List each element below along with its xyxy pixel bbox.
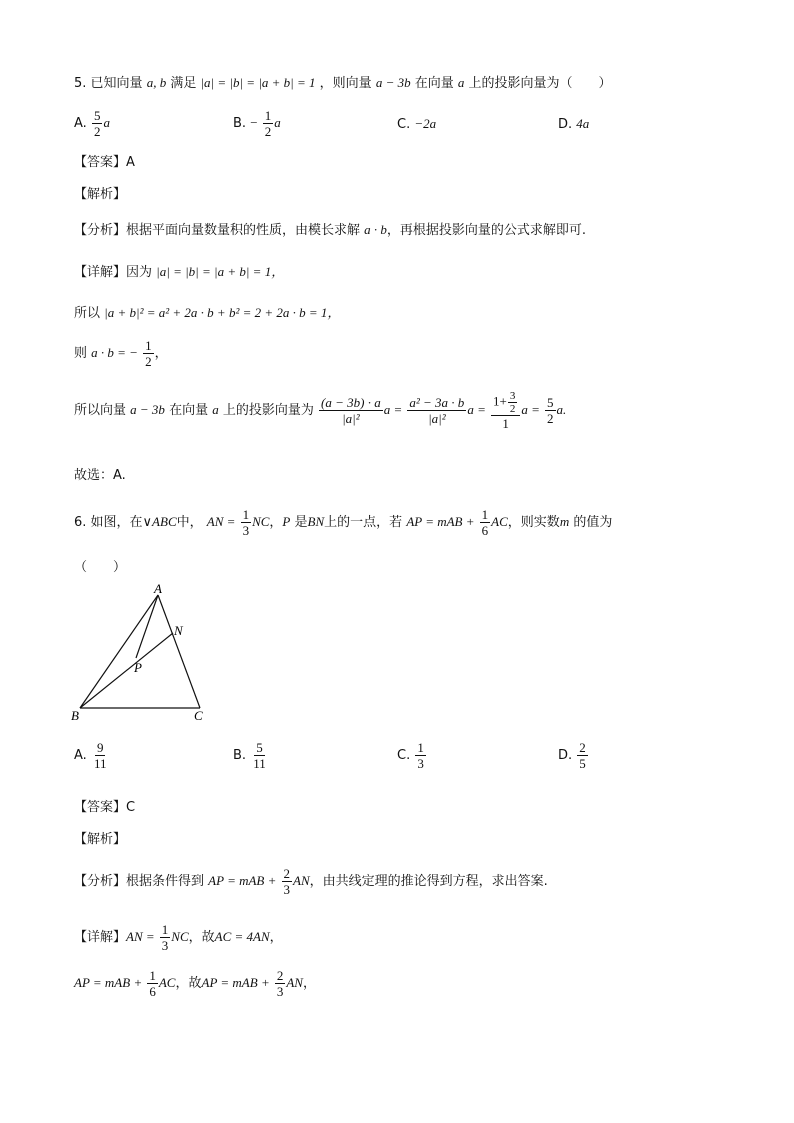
q5-stem-mid: 满足 — [170, 76, 197, 91]
q5-choose: 故选：A. — [74, 468, 126, 483]
option-label: D. — [558, 748, 573, 763]
q5-option-b[interactable]: B. − $\frac{1}{2}$ a — [233, 108, 281, 139]
option-label: A. — [74, 116, 87, 131]
fraction: $\frac{1}{6}$ — [481, 507, 489, 538]
q5-answer: 【答案】A — [74, 155, 135, 170]
q5-analysis-tag: 【解析】 — [74, 187, 127, 202]
q6-detail-1: 【详解】AN = $\frac{1}{3}$ NC，故AC = 4AN， — [74, 922, 283, 953]
option-label: C. — [397, 117, 411, 132]
fraction: $\frac{5}{11}$ — [253, 740, 266, 771]
fraction: $\frac{\text{a² − 3a · b}}{\text{|a|²}}$ — [409, 395, 465, 426]
q5-stem-mid3: 在向量 — [414, 76, 454, 91]
triangle-figure — [70, 583, 220, 723]
fraction: 1+ $\frac{3}{2}$ 1 — [491, 390, 520, 431]
option-label: D. — [558, 117, 573, 132]
fraction: $\frac{1}{2}$ — [145, 338, 152, 369]
fraction: $\frac{1}{2}$ — [264, 108, 272, 139]
q5-detail-3: 则 a · b = − $\frac{1}{2}$ ， — [74, 338, 168, 369]
q6-analysis-tag: 【解析】 — [74, 832, 127, 847]
option-label: C. — [397, 748, 411, 763]
q6-answer: 【答案】C — [74, 800, 136, 815]
fraction: $\frac{2}{3}$ — [276, 968, 284, 999]
q6-option-d[interactable] — [558, 740, 589, 771]
q5-option-c[interactable]: C. −2a — [397, 116, 437, 132]
label-c: C — [194, 708, 203, 723]
q5-fenxi: 【分析】根据平面向量数量积的性质，由模长求解 a · b，再根据投影向量的公式求解即可. — [74, 222, 587, 238]
option-label: B. — [233, 116, 247, 131]
fraction: $\frac{2}{5}$ — [579, 740, 586, 771]
q5-stem — [74, 72, 612, 91]
q5-stem-prefix: 5. 已知向量 — [74, 76, 143, 91]
label-b: B — [71, 708, 79, 723]
q5-stem-expr: a − 3b — [375, 75, 411, 90]
label-n: N — [174, 623, 183, 638]
segment-ap — [136, 595, 158, 658]
q5-detail-2: 所以 |a + b|² = a² + 2a · b + b² = 2 + 2a · b = 1， — [74, 305, 341, 321]
option-label: A. — [74, 748, 87, 763]
segment-ab — [80, 595, 158, 708]
q5-stem-a: a — [457, 75, 465, 90]
q6-stem: 6. 如图，在∨ABC中， AN = $\frac{1}{3}$ NC，P 是BN上的一点，若 AP = mAB + $\frac{1}{6}$ AC，则实数m 的值为 — [74, 507, 613, 538]
label-p: P — [134, 660, 142, 675]
q6-option-a[interactable] — [74, 740, 109, 771]
segment-bn — [80, 633, 173, 708]
q5-stem-vars: a, b — [146, 75, 167, 90]
q6-detail-2: AP = mAB + $\frac{1}{6}$ AC，故AP = mAB + $\frac{2}{3}$ AN， — [74, 968, 316, 999]
fraction: $\frac{1}{3}$ — [242, 507, 250, 538]
segment-ac — [158, 595, 200, 708]
fraction: $\frac{2}{3}$ — [283, 866, 291, 897]
label-a: A — [154, 583, 162, 596]
fraction: $\frac{1}{6}$ — [149, 968, 156, 999]
fraction: $\frac{1}{3}$ — [161, 922, 169, 953]
fraction: $\frac{5}{2}$ — [547, 395, 554, 426]
option-label: B. — [233, 748, 247, 763]
fraction: $\frac{(a - 3b) \cdot a}{\text{|a|²}}$ — [321, 395, 381, 426]
q5-detail-1: 【详解】因为 |a| = |b| = |a + b| = 1， — [74, 264, 285, 280]
q5-option-a[interactable]: A. $\frac{5}{2}$ a — [74, 108, 110, 139]
q5-stem-cond: |a| = |b| = |a + b| = 1 — [200, 75, 316, 90]
q6-option-c[interactable] — [397, 740, 427, 771]
q5-stem-suffix: 上的投影向量为（ ） — [468, 76, 612, 91]
q5-stem-mid2: ，则向量 — [319, 76, 372, 91]
q6-option-b[interactable] — [233, 740, 269, 771]
q6-fenxi: 【分析】根据条件得到 AP = mAB + $\frac{2}{3}$ AN，由共线定理的推论得到方程，求出答案. — [74, 866, 548, 897]
q5-option-d[interactable]: D. 4a — [558, 116, 590, 132]
q5-detail-4: 所以向量 a − 3b 在向量 a 上的投影向量为 $\frac{(a - 3b) \cdot a}{\text{|a|²}}$ a = $\frac{\text{a² − 3a · b}}{\text{|a|²}}$ a = 1+ $\frac{3}{2}$ 1 a = $\frac{5}{2}$ a. — [74, 390, 567, 431]
fraction: $\frac{1}{3}$ — [417, 740, 424, 771]
q6-stem-paren: （ ） — [74, 560, 127, 575]
fraction: $\frac{5}{2}$ — [93, 108, 101, 139]
fraction: $\frac{9}{11}$ — [93, 740, 107, 771]
